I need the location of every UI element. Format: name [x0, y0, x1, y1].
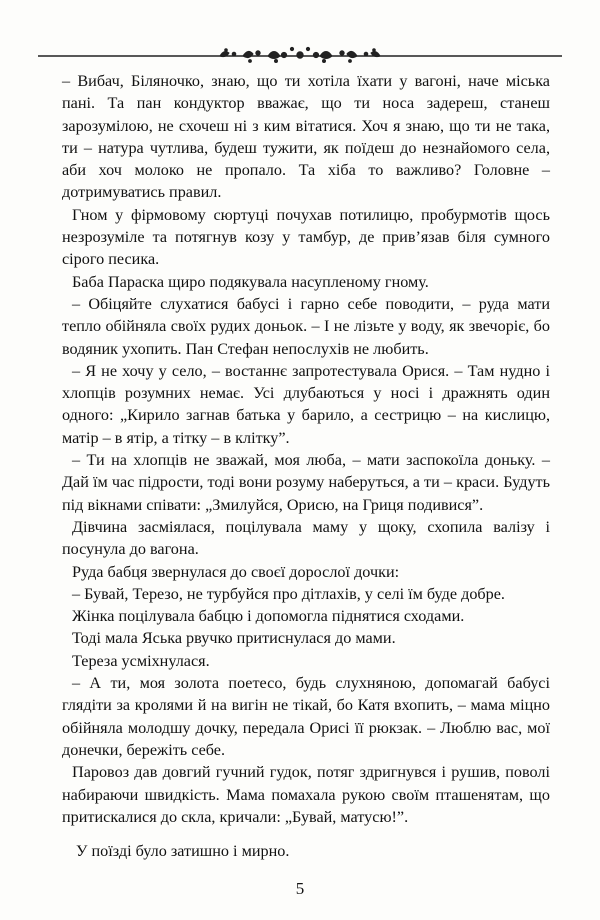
paragraph: – Я не хочу у село, – востаннє запротестувала Орися. – Там нудно і хлопців розумних немає. Усі длубаються у носі і дражнять один одного: „Кирило загнав батька у барило, а сестрицю – на кислицю, матір – в ятір, а тітку – в клітку”.	[62, 361, 550, 447]
paragraph: – Ти на хлопців не зважай, моя люба, – мати заспокоїла доньку. – Дай їм час підрости, тоді вони розуму наберуться, а ти – краси. Будуть під вікнами співати: „Змилуйся, Орисю, на Гриця подивися”.	[62, 451, 550, 514]
paragraph: – Бувай, Терезо, не турбуйся про дітлахів, у селі їм буде добре.	[72, 584, 505, 603]
body-text	[62, 70, 550, 828]
paragraph: Руда бабця звернулася до своєї дорослої дочки:	[72, 562, 400, 581]
paragraph: Тоді мала Яська рвучко притиснулася до мами.	[72, 629, 396, 648]
page-number: 5	[295, 879, 305, 898]
paragraph: Баба Параска щиро подякувала насупленому гному.	[72, 272, 429, 291]
paragraph: – Вибач, Біляночко, знаю, що ти хотіла їхати у вагоні, наче міська пані. Та пан кондуктор вважає, що ти носа задереш, станеш зарозумілою, не схочеш ні з ким вітатися. Хоч я знаю, що ти не така, ти – натура чутлива, будеш тужити, як поїдеш до незнайомого села, аби хоч молоко не пропало. Та хіба то важливо? Головне – дотримуватись правил.	[62, 72, 550, 202]
paragraph: Гном у фірмовому сюртуці почухав потилицю, пробурмотів щось незрозуміле та потягнув козу у тамбур, де прив’язав біля сумного сірого песика.	[62, 205, 550, 269]
paragraph: – А ти, моя золота поетесо, будь слухняною, допомагай бабусі глядіти за кролями й на вигін не тікай, бо Катя вхопить, – мама міцно обійняла молодшу дочку, передала Орисі її рюкзак. – Люблю вас, мої донечки, бережіть себе.	[62, 674, 550, 759]
floral-header-ornament	[38, 44, 562, 68]
paragraph: Дівчина засміялася, поцілувала маму у щоку, схопила валізу і посунула до вагона.	[62, 517, 550, 559]
paragraph: Паровоз дав довгий гучний гудок, потяг здригнувся і рушив, поволі набираючи швидкість. Мама помахала рукою своїм пташенятам, що притискалися до скла, кричали: „Бувай, матусю!”.	[62, 763, 550, 826]
closing-line: У поїзді було затишно і мирно.	[76, 842, 290, 860]
paragraph: Жінка поцілувала бабцю і допомогла піднятися сходами.	[72, 607, 465, 626]
paragraph: Тереза усміхнулася.	[72, 651, 210, 670]
paragraph: – Обіцяйте слухатися бабусі і гарно себе поводити, – руда мати тепло обійняла своїх рудих доньок. – І не лізьте у воду, як звечоріє, бо водяник ухопить. Пан Стефан непослухів не любить.	[62, 294, 550, 358]
